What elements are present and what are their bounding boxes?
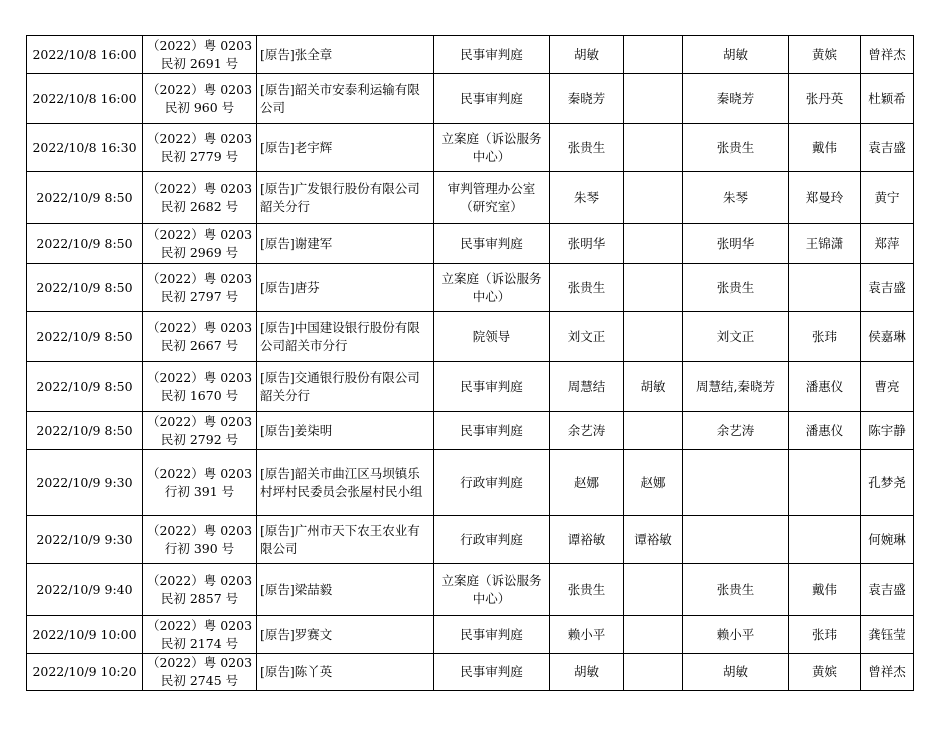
table-row	[27, 412, 914, 450]
party-name-cell: [原告]张全章	[257, 36, 434, 74]
party-name-cell: [原告]交通银行股份有限公司韶关分行	[257, 362, 434, 412]
presiding-judge-cell	[624, 412, 683, 450]
recorder-name-cell: 曾祥杰	[861, 654, 914, 691]
party-name-cell: [原告]陈丫英	[257, 654, 434, 691]
case-number-cell: （2022）粤 0203 民初 2667 号	[143, 312, 257, 362]
recorder-name-cell: 袁吉盛	[861, 264, 914, 312]
recorder-name-cell: 杜颖希	[861, 74, 914, 124]
judge-name-cell: 谭裕敏	[550, 516, 624, 564]
clerk-name-cell: 张玮	[789, 616, 861, 654]
hearing-time-cell: 2022/10/8 16:00	[27, 36, 143, 74]
case-number-cell: （2022）粤 0203 民初 2969 号	[143, 224, 257, 264]
panel-members-cell: 张明华	[683, 224, 789, 264]
presiding-judge-cell: 赵娜	[624, 450, 683, 516]
hearing-time-cell: 2022/10/9 8:50	[27, 172, 143, 224]
party-name-cell: [原告]罗赛文	[257, 616, 434, 654]
recorder-name-cell: 郑萍	[861, 224, 914, 264]
case-number-cell: （2022）粤 0203 民初 2174 号	[143, 616, 257, 654]
clerk-name-cell: 张丹英	[789, 74, 861, 124]
clerk-name-cell	[789, 264, 861, 312]
clerk-name-cell	[789, 450, 861, 516]
presiding-judge-cell: 胡敏	[624, 362, 683, 412]
clerk-name-cell	[789, 516, 861, 564]
presiding-judge-cell	[624, 36, 683, 74]
case-number-cell: （2022）粤 0203 民初 2745 号	[143, 654, 257, 691]
department-cell: 立案庭（诉讼服务中心）	[434, 264, 550, 312]
panel-members-cell: 余艺涛	[683, 412, 789, 450]
table-row	[27, 516, 914, 564]
table-row	[27, 564, 914, 616]
recorder-name-cell: 黄宁	[861, 172, 914, 224]
panel-members-cell: 秦晓芳	[683, 74, 789, 124]
recorder-name-cell: 侯嘉琳	[861, 312, 914, 362]
department-cell: 民事审判庭	[434, 654, 550, 691]
panel-members-cell: 周慧结,秦晓芳	[683, 362, 789, 412]
party-name-cell: [原告]唐芬	[257, 264, 434, 312]
table-row	[27, 264, 914, 312]
party-name-cell: [原告]梁喆毅	[257, 564, 434, 616]
table-row	[27, 172, 914, 224]
party-name-cell: [原告]姜柒明	[257, 412, 434, 450]
clerk-name-cell: 郑曼玲	[789, 172, 861, 224]
judge-name-cell: 张贵生	[550, 564, 624, 616]
hearing-time-cell: 2022/10/9 8:50	[27, 412, 143, 450]
case-number-cell: （2022）粤 0203 行初 390 号	[143, 516, 257, 564]
department-cell: 审判管理办公室（研究室）	[434, 172, 550, 224]
panel-members-cell: 张贵生	[683, 124, 789, 172]
hearing-time-cell: 2022/10/9 8:50	[27, 362, 143, 412]
judge-name-cell: 秦晓芳	[550, 74, 624, 124]
party-name-cell: [原告]老宇辉	[257, 124, 434, 172]
party-name-cell: [原告]广发银行股份有限公司韶关分行	[257, 172, 434, 224]
hearing-time-cell: 2022/10/9 9:30	[27, 516, 143, 564]
recorder-name-cell: 曹亮	[861, 362, 914, 412]
judge-name-cell: 刘文正	[550, 312, 624, 362]
recorder-name-cell: 何婉琳	[861, 516, 914, 564]
department-cell: 民事审判庭	[434, 362, 550, 412]
case-number-cell: （2022）粤 0203 民初 1670 号	[143, 362, 257, 412]
judge-name-cell: 张明华	[550, 224, 624, 264]
panel-members-cell	[683, 516, 789, 564]
hearing-schedule-table	[26, 35, 914, 691]
judge-name-cell: 余艺涛	[550, 412, 624, 450]
party-name-cell: [原告]韶关市安泰利运输有限公司	[257, 74, 434, 124]
recorder-name-cell: 袁吉盛	[861, 124, 914, 172]
presiding-judge-cell	[624, 74, 683, 124]
hearing-time-cell: 2022/10/9 10:20	[27, 654, 143, 691]
table-row	[27, 654, 914, 691]
case-number-cell: （2022）粤 0203 行初 391 号	[143, 450, 257, 516]
department-cell: 民事审判庭	[434, 616, 550, 654]
party-name-cell: [原告]中国建设银行股份有限公司韶关市分行	[257, 312, 434, 362]
table-row	[27, 362, 914, 412]
clerk-name-cell: 戴伟	[789, 124, 861, 172]
recorder-name-cell: 陈宇静	[861, 412, 914, 450]
presiding-judge-cell	[624, 564, 683, 616]
panel-members-cell: 朱琴	[683, 172, 789, 224]
hearing-time-cell: 2022/10/9 10:00	[27, 616, 143, 654]
party-name-cell: [原告]韶关市曲江区马坝镇乐村坪村民委员会张屋村民小组	[257, 450, 434, 516]
table-row	[27, 36, 914, 74]
case-number-cell: （2022）粤 0203 民初 2691 号	[143, 36, 257, 74]
table-row	[27, 224, 914, 264]
recorder-name-cell: 孔梦尧	[861, 450, 914, 516]
clerk-name-cell: 潘惠仪	[789, 362, 861, 412]
case-number-cell: （2022）粤 0203 民初 2792 号	[143, 412, 257, 450]
clerk-name-cell: 戴伟	[789, 564, 861, 616]
judge-name-cell: 周慧结	[550, 362, 624, 412]
presiding-judge-cell	[624, 616, 683, 654]
department-cell: 民事审判庭	[434, 74, 550, 124]
case-number-cell: （2022）粤 0203 民初 2857 号	[143, 564, 257, 616]
clerk-name-cell: 黄嫔	[789, 654, 861, 691]
department-cell: 立案庭（诉讼服务中心）	[434, 564, 550, 616]
case-number-cell: （2022）粤 0203 民初 960 号	[143, 74, 257, 124]
judge-name-cell: 胡敏	[550, 36, 624, 74]
panel-members-cell: 赖小平	[683, 616, 789, 654]
case-number-cell: （2022）粤 0203 民初 2779 号	[143, 124, 257, 172]
presiding-judge-cell	[624, 654, 683, 691]
recorder-name-cell: 龚钰莹	[861, 616, 914, 654]
hearing-time-cell: 2022/10/8 16:00	[27, 74, 143, 124]
hearing-time-cell: 2022/10/9 9:30	[27, 450, 143, 516]
judge-name-cell: 赖小平	[550, 616, 624, 654]
department-cell: 民事审判庭	[434, 36, 550, 74]
table-row	[27, 616, 914, 654]
hearing-time-cell: 2022/10/9 8:50	[27, 264, 143, 312]
table-row	[27, 450, 914, 516]
presiding-judge-cell	[624, 312, 683, 362]
hearing-time-cell: 2022/10/9 8:50	[27, 312, 143, 362]
presiding-judge-cell	[624, 172, 683, 224]
panel-members-cell: 胡敏	[683, 654, 789, 691]
presiding-judge-cell	[624, 264, 683, 312]
table-row	[27, 74, 914, 124]
panel-members-cell: 张贵生	[683, 264, 789, 312]
table-row	[27, 124, 914, 172]
schedule-rows	[27, 36, 914, 691]
department-cell: 院领导	[434, 312, 550, 362]
judge-name-cell: 胡敏	[550, 654, 624, 691]
judge-name-cell: 张贵生	[550, 124, 624, 172]
panel-members-cell	[683, 450, 789, 516]
party-name-cell: [原告]谢建军	[257, 224, 434, 264]
hearing-time-cell: 2022/10/9 9:40	[27, 564, 143, 616]
panel-members-cell: 胡敏	[683, 36, 789, 74]
department-cell: 民事审判庭	[434, 412, 550, 450]
clerk-name-cell: 张玮	[789, 312, 861, 362]
table-row	[27, 312, 914, 362]
hearing-time-cell: 2022/10/9 8:50	[27, 224, 143, 264]
clerk-name-cell: 潘惠仪	[789, 412, 861, 450]
department-cell: 行政审判庭	[434, 516, 550, 564]
case-number-cell: （2022）粤 0203 民初 2682 号	[143, 172, 257, 224]
panel-members-cell: 刘文正	[683, 312, 789, 362]
presiding-judge-cell	[624, 124, 683, 172]
recorder-name-cell: 曾祥杰	[861, 36, 914, 74]
judge-name-cell: 朱琴	[550, 172, 624, 224]
case-number-cell: （2022）粤 0203 民初 2797 号	[143, 264, 257, 312]
clerk-name-cell: 黄嫔	[789, 36, 861, 74]
judge-name-cell: 赵娜	[550, 450, 624, 516]
clerk-name-cell: 王锦潇	[789, 224, 861, 264]
department-cell: 立案庭（诉讼服务中心）	[434, 124, 550, 172]
panel-members-cell: 张贵生	[683, 564, 789, 616]
judge-name-cell: 张贵生	[550, 264, 624, 312]
department-cell: 行政审判庭	[434, 450, 550, 516]
party-name-cell: [原告]广州市天下农王农业有限公司	[257, 516, 434, 564]
recorder-name-cell: 袁吉盛	[861, 564, 914, 616]
presiding-judge-cell: 谭裕敏	[624, 516, 683, 564]
presiding-judge-cell	[624, 224, 683, 264]
department-cell: 民事审判庭	[434, 224, 550, 264]
hearing-time-cell: 2022/10/8 16:30	[27, 124, 143, 172]
